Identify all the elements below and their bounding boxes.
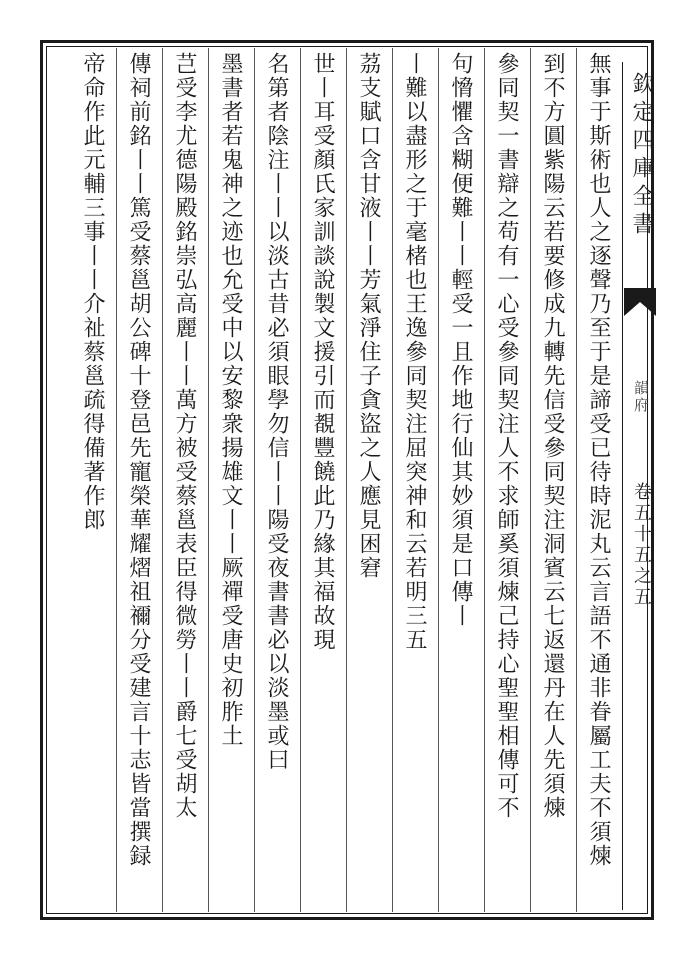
column-divider xyxy=(392,48,393,912)
column-divider xyxy=(116,48,117,912)
text-column-6: 茘支賦口含甘液丨丨芳氣淨住子貪盜之人應見困窘 xyxy=(356,52,381,580)
column-divider xyxy=(484,48,485,912)
text-column-10: 芑受李尤德陽殿銘崇弘高麗丨丨萬方被受蔡邕表臣得微勞丨丨爵七受胡太 xyxy=(172,52,197,820)
text-column-9: 墨書者若鬼神之迹也允受中以安黎衆揚雄文丨丨厥禪受唐史初胙土 xyxy=(218,52,243,748)
volume-label: 卷五十五之五 xyxy=(631,482,652,608)
column-divider xyxy=(576,48,577,912)
text-column-2: 到不方圓紫陽云若要修成九轉先信受參同契注洞賓云七返還丹在人先須煉 xyxy=(540,52,565,820)
column-divider xyxy=(438,48,439,912)
page-margin-column xyxy=(622,62,659,910)
column-divider xyxy=(208,48,209,912)
book-section: 韻府 xyxy=(632,380,650,414)
text-column-4: 句愶懼含糊便難丨丨輕受一且作地行仙其妙須是口傳丨 xyxy=(448,52,473,628)
text-column-1: 無事于斯術也人之逐聲乃至于是諦受已待時泥丸云言語不通非眷屬工夫不須煉 xyxy=(586,52,611,868)
fishtail-mark-icon xyxy=(622,288,658,318)
book-title: 欽定四庫全書 xyxy=(629,72,654,240)
text-column-11: 傳祠前銘丨丨篤受蔡邕胡公碑十登邑先寵榮華耀熠祖禰分受建言十志皆當撰録 xyxy=(126,52,151,868)
column-divider xyxy=(530,48,531,912)
column-divider xyxy=(300,48,301,912)
column-divider xyxy=(162,48,163,912)
text-column-5: 丨難以盡形之于毫楮也王逸參同契注屈突神和云若明三五 xyxy=(402,52,427,652)
text-column-7: 世丨耳受顏氏家訓談說製文援引而覩豐饒此乃緣其福故現 xyxy=(310,52,335,652)
text-column-3: 參同契一書辯之苟有一心受參同契注人不求師奚須煉己持心聖聖相傳可不 xyxy=(494,52,519,820)
column-divider xyxy=(346,48,347,912)
text-column-8: 名第者陰注丨丨以淡古昔必須眼學勿信丨丨陽受夜書書必以淡墨或曰 xyxy=(264,52,289,772)
column-divider xyxy=(254,48,255,912)
text-column-12: 帝命作此元輔三事丨丨介祉蔡邕疏得備著作郎 xyxy=(80,52,105,532)
